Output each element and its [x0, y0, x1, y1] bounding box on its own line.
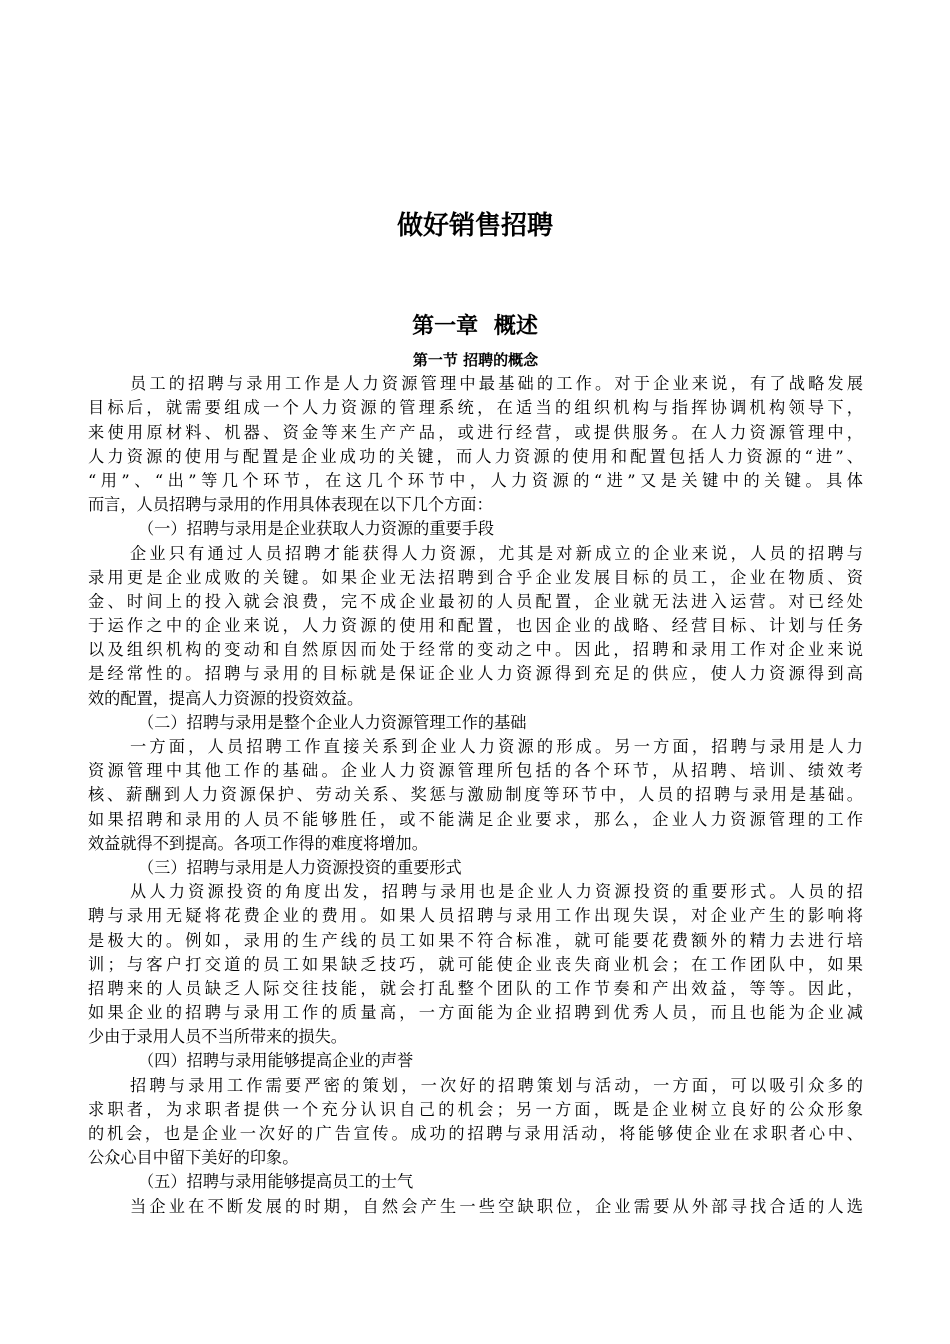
subheading-line: （一）招聘与录用是企业获取人力资源的重要手段: [138, 519, 495, 539]
paragraph-line: 如果企业的招聘与录用工作的质量高，一方面能为企业招聘到优秀人员，而且也能为企业减: [88, 1003, 863, 1023]
paragraph-line: 训；与客户打交道的员工如果缺乏技巧，就可能使企业丧失商业机会；在工作团队中，如果: [88, 954, 863, 974]
paragraph-line: 来使用原材料、机器、资金等来生产产品，或进行经营，或提供服务。在人力资源管理中，: [88, 422, 863, 442]
paragraph-line: 如果招聘和录用的人员不能够胜任，或不能满足企业要求，那么，企业人力资源管理的工作: [88, 809, 863, 829]
paragraph-line: 从人力资源投资的角度出发，招聘与录用也是企业人力资源投资的重要形式。人员的招: [130, 882, 863, 902]
paragraph-line: 的机会，也是企业一次好的广告宣传。成功的招聘与录用活动，将能够使企业在求职者心中、: [88, 1124, 863, 1143]
paragraph-line: 是经常性的。招聘与录用的目标就是保证企业人力资源得到充足的供应，使人力资源得到高: [88, 664, 863, 684]
paragraph-line: 资源管理中其他工作的基础。企业人力资源管理所包括的各个环节，从招聘、培训、绩效考: [88, 761, 863, 781]
paragraph-line: 一方面，人员招聘工作直接关系到企业人力资源的形成。另一方面，招聘与录用是人力: [130, 737, 863, 756]
paragraph-line: 当企业在不断发展的时期，自然会产生一些空缺职位，企业需要从外部寻找合适的人选: [130, 1196, 863, 1216]
paragraph-line: 效益就得不到提高。各项工作得的难度将增加。: [88, 833, 428, 853]
section-title: 第一节 招聘的概念: [412, 351, 539, 369]
paragraph-line: 是极大的。例如，录用的生产线的员工如果不符合标准，就可能要花费额外的精力去进行培: [88, 930, 863, 950]
paragraph-line: 录用更是企业成败的关键。如果企业无法招聘到合乎企业发展目标的员工，企业在物质、资: [88, 567, 863, 587]
paragraph-line: 目标后，就需要组成一个人力资源的管理系统，在适当的组织机构与指挥协调机构领导下，: [88, 398, 863, 418]
paragraph-line: 人力资源的使用与配置是企业成功的关键，而人力资源的使用和配置包括人力资源的“进”、: [88, 446, 863, 466]
paragraph-line: 公众心目中留下美好的印象。: [88, 1148, 299, 1168]
paragraph-line: 招聘来的人员缺乏人际交往技能，就会打乱整个团队的工作节奏和产出效益，等等。因此，: [88, 978, 863, 998]
paragraph-line: 企业只有通过人员招聘才能获得人力资源，尤其是对新成立的企业来说，人员的招聘与: [130, 543, 863, 563]
paragraph-line: 以及组织机构的变动和自然原因而处于经常的变动之中。因此，招聘和录用工作对企业来说: [88, 640, 863, 660]
body-lines: [88, 372, 863, 1219]
paragraph-line: 招聘与录用工作需要严密的策划，一次好的招聘策划与活动，一方面，可以吸引众多的: [130, 1075, 863, 1095]
document-body: [88, 348, 863, 1219]
paragraph-line: 少由于录用人员不当所带来的损失。: [88, 1027, 347, 1047]
document-title: 做好销售招聘: [396, 211, 553, 241]
paragraph-line: 金、时间上的投入就会浪费，完不成企业最初的人员配置，企业就无法进入运营。对已经处: [88, 591, 863, 611]
paragraph-line: 效的配置，提高人力资源的投资效益。: [88, 688, 364, 708]
paragraph-line: 于运作之中的企业来说，人力资源的使用和配置，也因企业的战略、经营目标、计划与任务: [88, 616, 863, 636]
subheading-line: （三）招聘与录用是人力资源投资的重要形式: [138, 857, 462, 877]
subheading-line: （五）招聘与录用能够提高员工的士气: [138, 1172, 414, 1192]
paragraph-line: 而言，人员招聘与录用的作用具体表现在以下几个方面：: [88, 495, 493, 515]
paragraph-line: 核、薪酬到人力资源保护、劳动关系、奖惩与激励制度等环节中，人员的招聘与录用是基础。: [88, 785, 863, 805]
paragraph-line: “用”、“出”等几个环节，在这几个环节中，人力资源的“进”又是关键中的关键。具体: [88, 470, 863, 490]
paragraph-line: 员工的招聘与录用工作是人力资源管理中最基础的工作。对于企业来说，有了战略发展: [130, 374, 863, 394]
paragraph-line: 求职者，为求职者提供一个充分认识自己的机会；另一方面，既是企业树立良好的公众形象: [88, 1099, 863, 1119]
paragraph-line: 聘与录用无疑将花费企业的费用。如果人员招聘与录用工作出现失误，对企业产生的影响将: [88, 906, 863, 926]
chapter-title: 第一章 概述: [412, 314, 538, 339]
subheading-line: （四）招聘与录用能够提高企业的声誉: [138, 1051, 414, 1071]
subheading-line: （二）招聘与录用是整个企业人力资源管理工作的基础: [138, 712, 527, 732]
